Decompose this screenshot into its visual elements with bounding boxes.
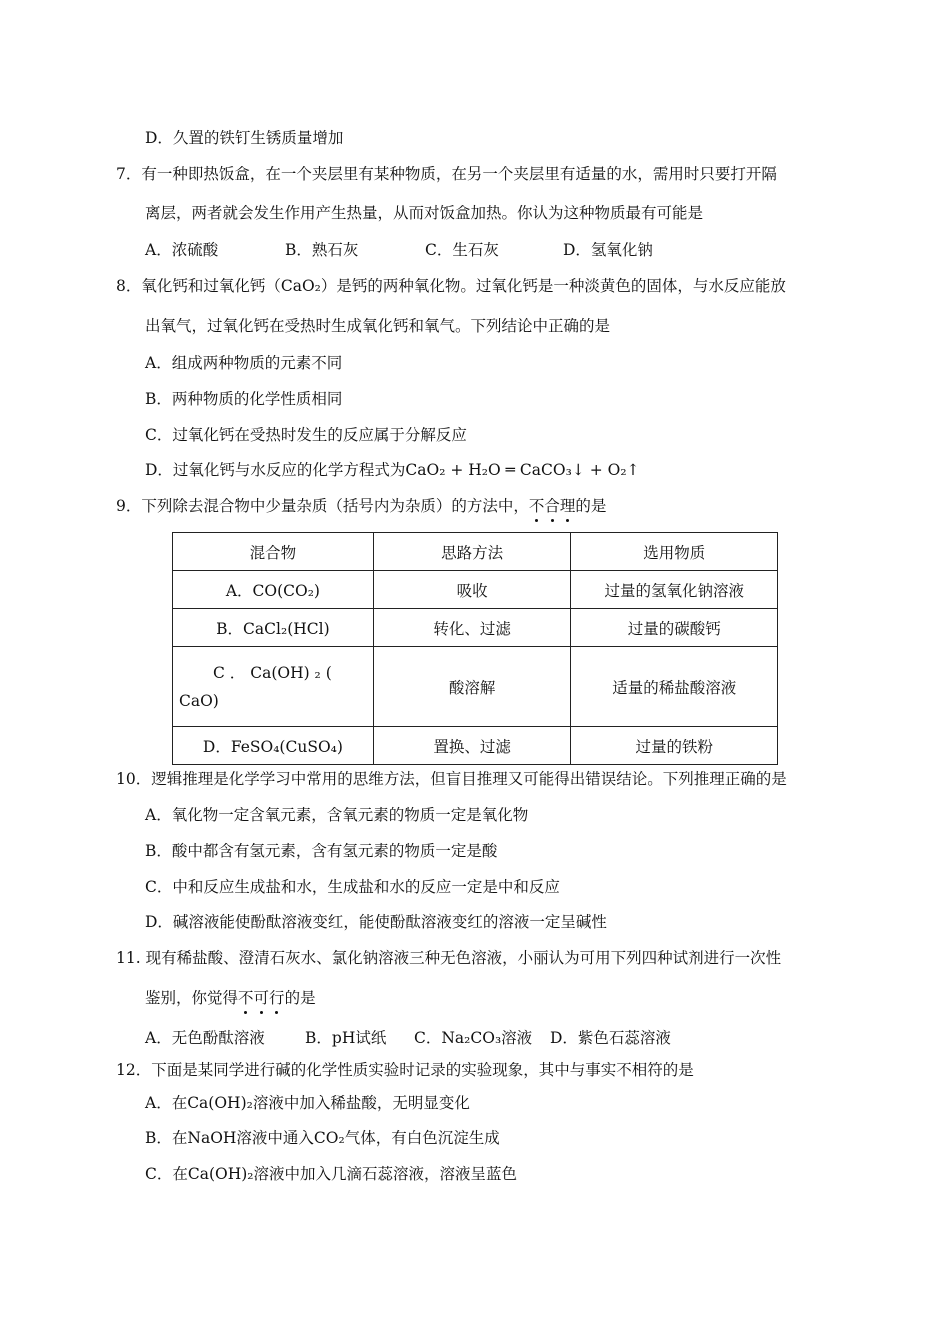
row-d-reagent: 过量的铁粉 (571, 727, 778, 765)
header-mixture: 混合物 (173, 533, 374, 571)
q12-option-c: C．在Ca(OH)₂溶液中加入几滴石蕊溶液，溶液呈蓝色 (145, 1165, 517, 1183)
table-row (173, 571, 778, 609)
q7-option-c: C．生石灰 (425, 241, 499, 259)
q7-option-d: D．氢氧化钠 (563, 241, 653, 259)
q12-option-a: A．在Ca(OH)₂溶液中加入稀盐酸，无明显变化 (145, 1094, 470, 1112)
q11-stem-pre: 鉴别，你觉得 (145, 989, 239, 1007)
row-a-mixture: A．CO(CO₂) (173, 571, 374, 609)
row-b-mixture: B．CaCl₂(HCl) (173, 609, 374, 647)
q9-emphasis-1: 不 (528, 497, 545, 515)
q10-option-c: C．中和反应生成盐和水，生成盐和水的反应一定是中和反应 (145, 878, 560, 896)
q7-stem-line1: 7．有一种即热饭盒，在一个夹层里有某种物质，在另一个夹层里有适量的水，需用时只要打开隔 (116, 165, 777, 183)
q11-stem-post: 的是 (284, 989, 316, 1007)
q7-stem-line2: 离层，两者就会发生作用产生热量，从而对饭盒加热。你认为这种物质最有可能是 (145, 204, 704, 222)
row-c-method: 酸溶解 (373, 647, 571, 727)
row-b-reagent: 过量的碳酸钙 (571, 609, 778, 647)
q9-emphasis-3: 理 (559, 497, 576, 515)
q11-stem-line1: 11. 现有稀盐酸、澄清石灰水、氯化钠溶液三种无色溶液，小丽认为可用下列四种试剂进行一次性 (116, 949, 782, 967)
q12-option-b: B．在NaOH溶液中通入CO₂气体，有白色沉淀生成 (145, 1129, 500, 1147)
q10-stem: 10．逻辑推理是化学学习中常用的思维方法，但盲目推理又可能得出错误结论。下列推理正确的是 (116, 770, 787, 788)
row-b-method: 转化、过滤 (373, 609, 571, 647)
q11-option-b: B．pH试纸 (305, 1029, 387, 1047)
q10-option-d: D．碱溶液能使酚酞溶液变红，能使酚酞溶液变红的溶液一定呈碱性 (145, 913, 607, 931)
q7-option-b: B．熟石灰 (285, 241, 359, 259)
header-reagent: 选用物质 (571, 533, 778, 571)
q9-stem-pre: 9．下列除去混合物中少量杂质（括号内为杂质）的方法中， (116, 497, 529, 515)
row-a-reagent: 过量的氢氧化钠溶液 (571, 571, 778, 609)
q12-stem: 12．下面是某同学进行碱的化学性质实验时记录的实验现象，其中与事实不相符的是 (116, 1061, 694, 1079)
q8-stem-line2: 出氧气，过氧化钙在受热时生成氧化钙和氧气。下列结论中正确的是 (145, 317, 611, 335)
table-row (173, 609, 778, 647)
q9-emphasis-2: 合 (544, 497, 560, 515)
q8-option-c: C．过氧化钙在受热时发生的反应属于分解反应 (145, 426, 467, 444)
q10-option-b: B．酸中都含有氢元素，含有氢元素的物质一定是酸 (145, 842, 498, 860)
q9-stem-post: 的是 (575, 497, 607, 515)
row-c-mixture-line1: C ． Ca(OH) ₂ ( (213, 663, 332, 682)
q6-option-d: D．久置的铁钉生锈质量增加 (145, 129, 344, 147)
q11-emphasis-1: 不 (238, 989, 254, 1007)
q11-option-d: D．紫色石蕊溶液 (550, 1029, 671, 1047)
row-a-method: 吸收 (373, 571, 571, 609)
header-method: 思路方法 (373, 533, 571, 571)
row-c-reagent: 适量的稀盐酸溶液 (571, 647, 778, 727)
table-header-row (173, 533, 778, 571)
q7-option-a: A．浓硫酸 (145, 241, 219, 259)
q11-emphasis-2: 可 (253, 989, 270, 1007)
row-c-mixture-line2: CaO) (179, 691, 219, 710)
q9-stem (116, 496, 606, 516)
table-row (173, 727, 778, 765)
table-row (173, 647, 778, 727)
q8-stem-line1: 8．氧化钙和过氧化钙（CaO₂）是钙的两种氧化物。过氧化钙是一种淡黄色的固体，与水反应能放 (116, 277, 786, 295)
q7-options (145, 240, 653, 260)
row-d-method: 置换、过滤 (373, 727, 571, 765)
q11-options (145, 1028, 671, 1048)
q8-option-a: A．组成两种物质的元素不同 (145, 354, 343, 372)
q11-emphasis-3: 行 (269, 989, 285, 1007)
q10-option-a: A．氧化物一定含氧元素，含氧元素的物质一定是氧化物 (145, 806, 529, 824)
q8-option-b: B．两种物质的化学性质相同 (145, 390, 343, 408)
q11-option-c: C．Na₂CO₃溶液 (414, 1029, 533, 1047)
q9-table (172, 532, 778, 765)
q11-option-a: A．无色酚酞溶液 (145, 1029, 265, 1047)
row-c-mixture (173, 647, 374, 727)
row-d-mixture: D．FeSO₄(CuSO₄) (173, 727, 374, 765)
q11-stem-line2 (145, 988, 316, 1008)
q8-option-d: D．过氧化钙与水反应的化学方程式为CaO₂ + H₂O ═ CaCO₃↓ + O₂↑ (145, 461, 640, 479)
